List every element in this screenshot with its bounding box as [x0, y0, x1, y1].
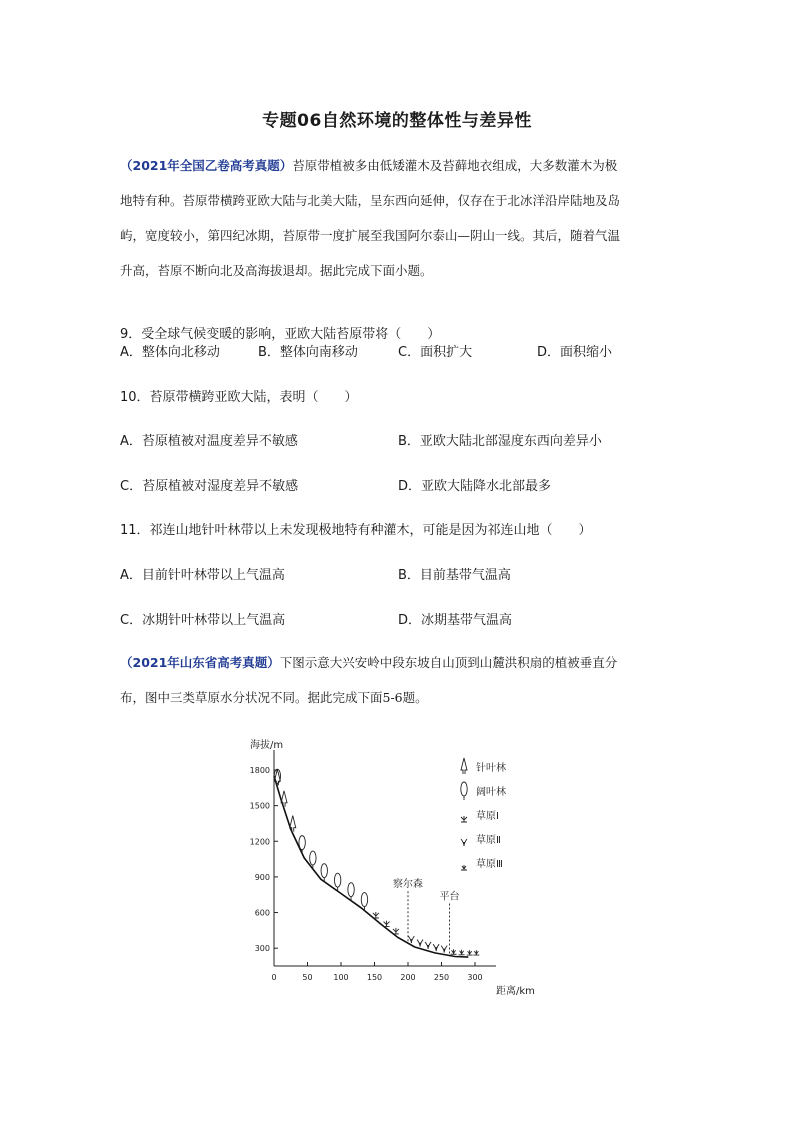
question-11-option-b[interactable]: B．目前基带气温高	[398, 568, 511, 583]
question-10-option-b[interactable]: B．亚欧大陆北部湿度东西向差异小	[398, 434, 602, 449]
y-tick-label: 300	[254, 944, 270, 954]
grass2-symbol	[408, 936, 414, 943]
annotation-label: 平台	[439, 891, 460, 903]
legend-label: 针叶林	[476, 763, 506, 774]
y-tick-label: 900	[254, 872, 270, 882]
passage-1-line: 地特有种。苔原带横跨亚欧大陆与北美大陆，呈东西向延伸，仅存在于北冰洋沿岸陆地及岛	[120, 193, 621, 208]
grass3-symbol	[473, 950, 479, 955]
grass3-symbol	[459, 950, 465, 955]
x-tick-label: 300	[467, 973, 483, 982]
passage-2	[120, 645, 676, 715]
vegetation-profile-chart	[240, 728, 560, 1008]
y-tick-label: 600	[254, 908, 270, 918]
question-9-option-d[interactable]: D．面积缩小	[537, 345, 613, 360]
question-11-option-c[interactable]: C．冰期针叶林带以上气温高	[120, 613, 286, 628]
y-axis-label: 海拔/m	[250, 740, 284, 751]
annotation-label: 察尔森	[393, 879, 423, 891]
legend-symbol	[461, 782, 467, 800]
legend-label: 草原Ⅱ	[476, 835, 501, 846]
legend-symbol	[461, 816, 467, 822]
grass2-symbol	[441, 946, 447, 953]
broadleaf-symbol	[348, 883, 354, 901]
x-tick-label: 50	[302, 973, 313, 982]
grass3-symbol	[451, 949, 457, 954]
passage-1	[120, 148, 676, 288]
grass2-symbol	[425, 942, 431, 949]
y-tick-label: 1200	[249, 837, 270, 847]
legend-symbol	[461, 758, 467, 774]
x-tick-label: 250	[433, 973, 450, 982]
broadleaf-symbol	[299, 836, 305, 854]
grass1-symbol	[393, 928, 399, 934]
passage-2-line: 布，图中三类草原水分状况不同。据此完成下面5-6题。	[120, 690, 428, 705]
grass2-symbol	[433, 944, 439, 951]
x-tick-label: 200	[400, 973, 416, 982]
question-10-option-d[interactable]: D．亚欧大陆降水北部最多	[398, 479, 552, 494]
y-tick-label: 1800	[249, 766, 270, 775]
question-11-stem: 11．祁连山地针叶林带以上未发现极地特有种灌木，可能是因为祁连山地（ ）	[120, 523, 592, 538]
grass1-symbol	[384, 921, 390, 927]
x-axis-label: 距离/km	[496, 986, 535, 997]
passage-2-source: （2021年山东省高考真题）	[120, 655, 280, 670]
legend-label: 草原Ⅲ	[476, 859, 503, 870]
question-11-option-d[interactable]: D．冰期基带气温高	[398, 613, 513, 628]
grass1-symbol	[373, 912, 379, 918]
page-title: 专题06自然环境的整体性与差异性	[262, 111, 532, 131]
question-9-option-c[interactable]: C．面积扩大	[398, 345, 473, 360]
question-9-option-b[interactable]: B．整体向南移动	[258, 345, 358, 360]
legend-label: 草原Ⅰ	[476, 811, 499, 822]
passage-1-line: 升高，苔原不断向北及高海拔退却。据此完成下面小题。	[120, 263, 433, 278]
passage-1-line: 苔原带植被多由低矮灌木及苔藓地衣组成，大多数灌木为极	[292, 158, 618, 173]
terrain-profile-line	[274, 776, 468, 957]
question-9-stem: 9．受全球气候变暖的影响，亚欧大陆苔原带将（ ）	[120, 327, 441, 342]
x-tick-label: 0	[271, 973, 277, 982]
legend-label: 阔叶林	[476, 787, 506, 798]
legend-symbol	[461, 865, 467, 870]
question-9-option-a[interactable]: A．整体向北移动	[120, 345, 220, 360]
x-tick-label: 100	[333, 973, 349, 982]
question-10-stem: 10．苔原带横跨亚欧大陆，表明（ ）	[120, 390, 358, 405]
passage-1-line: 屿，宽度较小，第四纪冰期，苔原带一度扩展至我国阿尔泰山—阴山一线。其后，随着气温	[120, 228, 621, 243]
question-10-option-c[interactable]: C．苔原植被对湿度差异不敏感	[120, 479, 299, 494]
grass2-symbol	[417, 940, 423, 947]
grass3-symbol	[467, 950, 473, 955]
broadleaf-symbol	[334, 873, 340, 891]
broadleaf-symbol	[321, 864, 327, 882]
question-10-option-a[interactable]: A．苔原植被对温度差异不敏感	[120, 434, 298, 449]
passage-1-source: （2021年全国乙卷高考真题）	[120, 158, 293, 173]
x-tick-label: 150	[366, 973, 383, 982]
question-11-option-a[interactable]: A．目前针叶林带以上气温高	[120, 568, 285, 583]
passage-2-line: 下图示意大兴安岭中段东坡自山顶到山麓洪积扇的植被垂直分	[279, 655, 618, 670]
legend-symbol	[461, 839, 467, 846]
y-tick-label: 1500	[249, 801, 270, 811]
